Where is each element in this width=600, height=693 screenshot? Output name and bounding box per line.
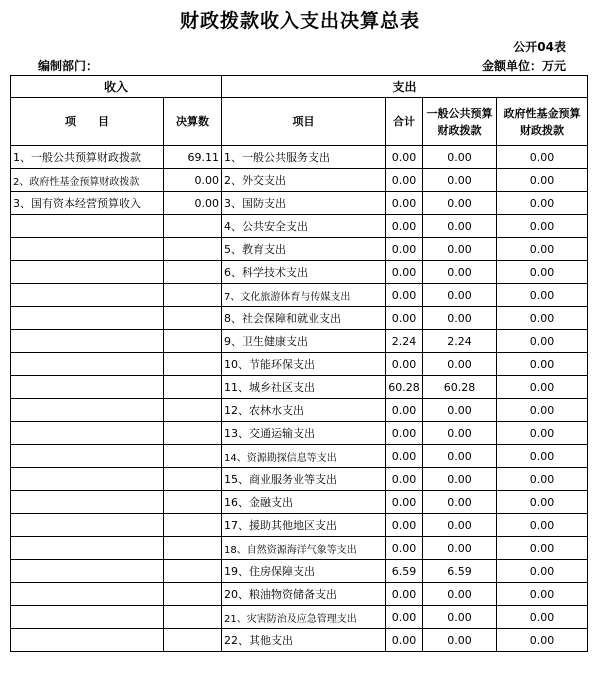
expense-total-cell: 0.00 [386,629,423,652]
fund-budget-cell: 0.00 [497,445,588,468]
total-header: 合计 [386,98,423,146]
income-item-cell [11,376,164,399]
fund-budget-cell: 0.00 [497,353,588,376]
income-item-cell [11,560,164,583]
general-budget-cell: 0.00 [423,353,497,376]
expense-item-cell: 15、商业服务业等支出 [222,468,386,491]
general-budget-cell: 0.00 [423,491,497,514]
expense-item-cell: 3、国防支出 [222,192,386,215]
fund-budget-cell: 0.00 [497,537,588,560]
general-budget-cell: 0.00 [423,215,497,238]
fund-budget-cell: 0.00 [497,215,588,238]
expense-item-cell: 8、社会保障和就业支出 [222,307,386,330]
expense-item-cell: 10、节能环保支出 [222,353,386,376]
income-item-cell: 1、一般公共预算财政拨款 [11,146,164,169]
income-item-cell [11,491,164,514]
expense-item-cell: 5、教育支出 [222,238,386,261]
general-budget-cell: 0.00 [423,514,497,537]
income-item-cell [11,468,164,491]
fund-budget-cell: 0.00 [497,376,588,399]
income-item-cell [11,330,164,353]
income-item-cell [11,606,164,629]
table-row [11,422,588,445]
income-amount-cell [164,491,222,514]
general-budget-cell: 0.00 [423,629,497,652]
income-item-cell [11,307,164,330]
general-budget-cell: 0.00 [423,261,497,284]
general-budget-cell: 0.00 [423,146,497,169]
expense-item-cell: 7、文化旅游体育与传媒支出 [222,284,386,307]
income-amount-cell [164,583,222,606]
fund-budget-cell: 0.00 [497,560,588,583]
expense-total-cell: 2.24 [386,330,423,353]
fund-budget-cell: 0.00 [497,583,588,606]
table-row [11,169,588,192]
expense-total-cell: 0.00 [386,238,423,261]
expense-total-cell: 0.00 [386,606,423,629]
table-row [11,284,588,307]
income-amount-cell [164,238,222,261]
income-item-cell: 3、国有资本经营预算收入 [11,192,164,215]
table-row [11,376,588,399]
fund-budget-cell: 0.00 [497,284,588,307]
expense-item-cell: 22、其他支出 [222,629,386,652]
general-budget-cell: 0.00 [423,537,497,560]
general-budget-cell: 0.00 [423,192,497,215]
income-item-cell [11,422,164,445]
general-budget-cell: 60.28 [423,376,497,399]
expense-item-cell: 21、灾害防治及应急管理支出 [222,606,386,629]
income-amount-cell [164,330,222,353]
income-amount-cell: 0.00 [164,169,222,192]
expense-total-cell: 0.00 [386,353,423,376]
fund-budget-header: 政府性基金预算财政拨款 [497,98,588,146]
expense-total-cell: 0.00 [386,468,423,491]
table-row [11,629,588,652]
income-item-cell [11,238,164,261]
expense-total-cell: 0.00 [386,537,423,560]
expense-total-cell: 0.00 [386,583,423,606]
income-amount-cell [164,215,222,238]
income-item-cell [11,537,164,560]
income-amount-cell [164,376,222,399]
income-item-cell [11,629,164,652]
expense-total-cell: 0.00 [386,146,423,169]
income-amount-cell: 69.11 [164,146,222,169]
income-item-cell [11,353,164,376]
general-budget-cell: 0.00 [423,606,497,629]
table-row [11,238,588,261]
fund-budget-cell: 0.00 [497,238,588,261]
income-amount-cell [164,537,222,560]
income-item-cell [11,261,164,284]
income-amount-cell [164,560,222,583]
income-amount-cell [164,399,222,422]
general-budget-cell: 0.00 [423,583,497,606]
income-amount-cell [164,422,222,445]
expense-item-cell: 16、金融支出 [222,491,386,514]
general-budget-cell: 0.00 [423,399,497,422]
expense-item-cell: 20、粮油物资储备支出 [222,583,386,606]
income-amount-cell [164,514,222,537]
fund-budget-cell: 0.00 [497,514,588,537]
general-budget-cell: 0.00 [423,307,497,330]
income-item-cell [11,445,164,468]
table-row [11,491,588,514]
expense-item-cell: 18、自然资源海洋气象等支出 [222,537,386,560]
fund-budget-cell: 0.00 [497,169,588,192]
general-budget-cell: 0.00 [423,169,497,192]
expense-header: 支出 [222,76,588,98]
fund-budget-cell: 0.00 [497,192,588,215]
table-row [11,330,588,353]
general-budget-cell: 2.24 [423,330,497,353]
table-row [11,307,588,330]
income-item-header: 项 目 [11,98,164,146]
fund-budget-cell: 0.00 [497,422,588,445]
income-amount-cell [164,261,222,284]
income-item-cell [11,399,164,422]
table-row [11,192,588,215]
income-item-cell [11,514,164,537]
table-row [11,146,588,169]
income-amount-cell [164,629,222,652]
unit-label: 金额单位：万元 [481,59,566,73]
income-amount-cell [164,468,222,491]
report-title: 财政拨款收入支出决算总表 [179,10,420,32]
income-amount-cell [164,606,222,629]
expense-item-cell: 2、外交支出 [222,169,386,192]
expense-total-cell: 0.00 [386,261,423,284]
income-header: 收入 [11,76,222,98]
fund-budget-cell: 0.00 [497,491,588,514]
expense-item-cell: 17、援助其他地区支出 [222,514,386,537]
table-body [11,146,588,652]
general-budget-cell: 0.00 [423,445,497,468]
fund-budget-cell: 0.00 [497,399,588,422]
expense-item-cell: 1、一般公共服务支出 [222,146,386,169]
table-row [11,468,588,491]
general-budget-cell: 0.00 [423,422,497,445]
expense-total-cell: 60.28 [386,376,423,399]
expense-item-cell: 6、科学技术支出 [222,261,386,284]
table-row [11,445,588,468]
fund-budget-cell: 0.00 [497,330,588,353]
expense-total-cell: 0.00 [386,514,423,537]
income-amount-cell [164,353,222,376]
expense-item-header: 项目 [222,98,386,146]
org-label: 编制部门： [38,59,99,73]
income-item-cell [11,215,164,238]
fund-budget-cell: 0.00 [497,606,588,629]
income-amount-cell [164,307,222,330]
general-budget-header: 一般公共预算财政拨款 [423,98,497,146]
table-row [11,353,588,376]
expense-total-cell: 0.00 [386,284,423,307]
expense-total-cell: 0.00 [386,422,423,445]
expense-item-cell: 4、公共安全支出 [222,215,386,238]
fund-budget-cell: 0.00 [497,146,588,169]
income-item-cell [11,284,164,307]
table-row [11,583,588,606]
expense-total-cell: 0.00 [386,399,423,422]
expense-item-cell: 13、交通运输支出 [222,422,386,445]
table-row [11,399,588,422]
table-code: 公开04表 [513,40,566,54]
fund-budget-cell: 0.00 [497,307,588,330]
table-row [11,560,588,583]
income-item-cell: 2、政府性基金预算财政拨款 [11,169,164,192]
expense-total-cell: 0.00 [386,169,423,192]
expense-item-cell: 12、农林水支出 [222,399,386,422]
income-amount-cell [164,445,222,468]
income-item-cell [11,583,164,606]
table-row [11,606,588,629]
fund-budget-cell: 0.00 [497,261,588,284]
expense-total-cell: 6.59 [386,560,423,583]
expense-item-cell: 9、卫生健康支出 [222,330,386,353]
table-row [11,261,588,284]
budget-table [10,75,588,652]
expense-total-cell: 0.00 [386,491,423,514]
table-row [11,215,588,238]
general-budget-cell: 0.00 [423,284,497,307]
expense-item-cell: 14、资源勘探信息等支出 [222,445,386,468]
table-row [11,537,588,560]
general-budget-cell: 0.00 [423,468,497,491]
table-row [11,514,588,537]
income-amount-header: 决算数 [164,98,222,146]
expense-item-cell: 11、城乡社区支出 [222,376,386,399]
expense-total-cell: 0.00 [386,307,423,330]
fund-budget-cell: 0.00 [497,629,588,652]
fund-budget-cell: 0.00 [497,468,588,491]
general-budget-cell: 0.00 [423,238,497,261]
general-budget-cell: 6.59 [423,560,497,583]
income-amount-cell: 0.00 [164,192,222,215]
expense-total-cell: 0.00 [386,445,423,468]
expense-item-cell: 19、住房保障支出 [222,560,386,583]
income-amount-cell [164,284,222,307]
expense-total-cell: 0.00 [386,215,423,238]
expense-total-cell: 0.00 [386,192,423,215]
